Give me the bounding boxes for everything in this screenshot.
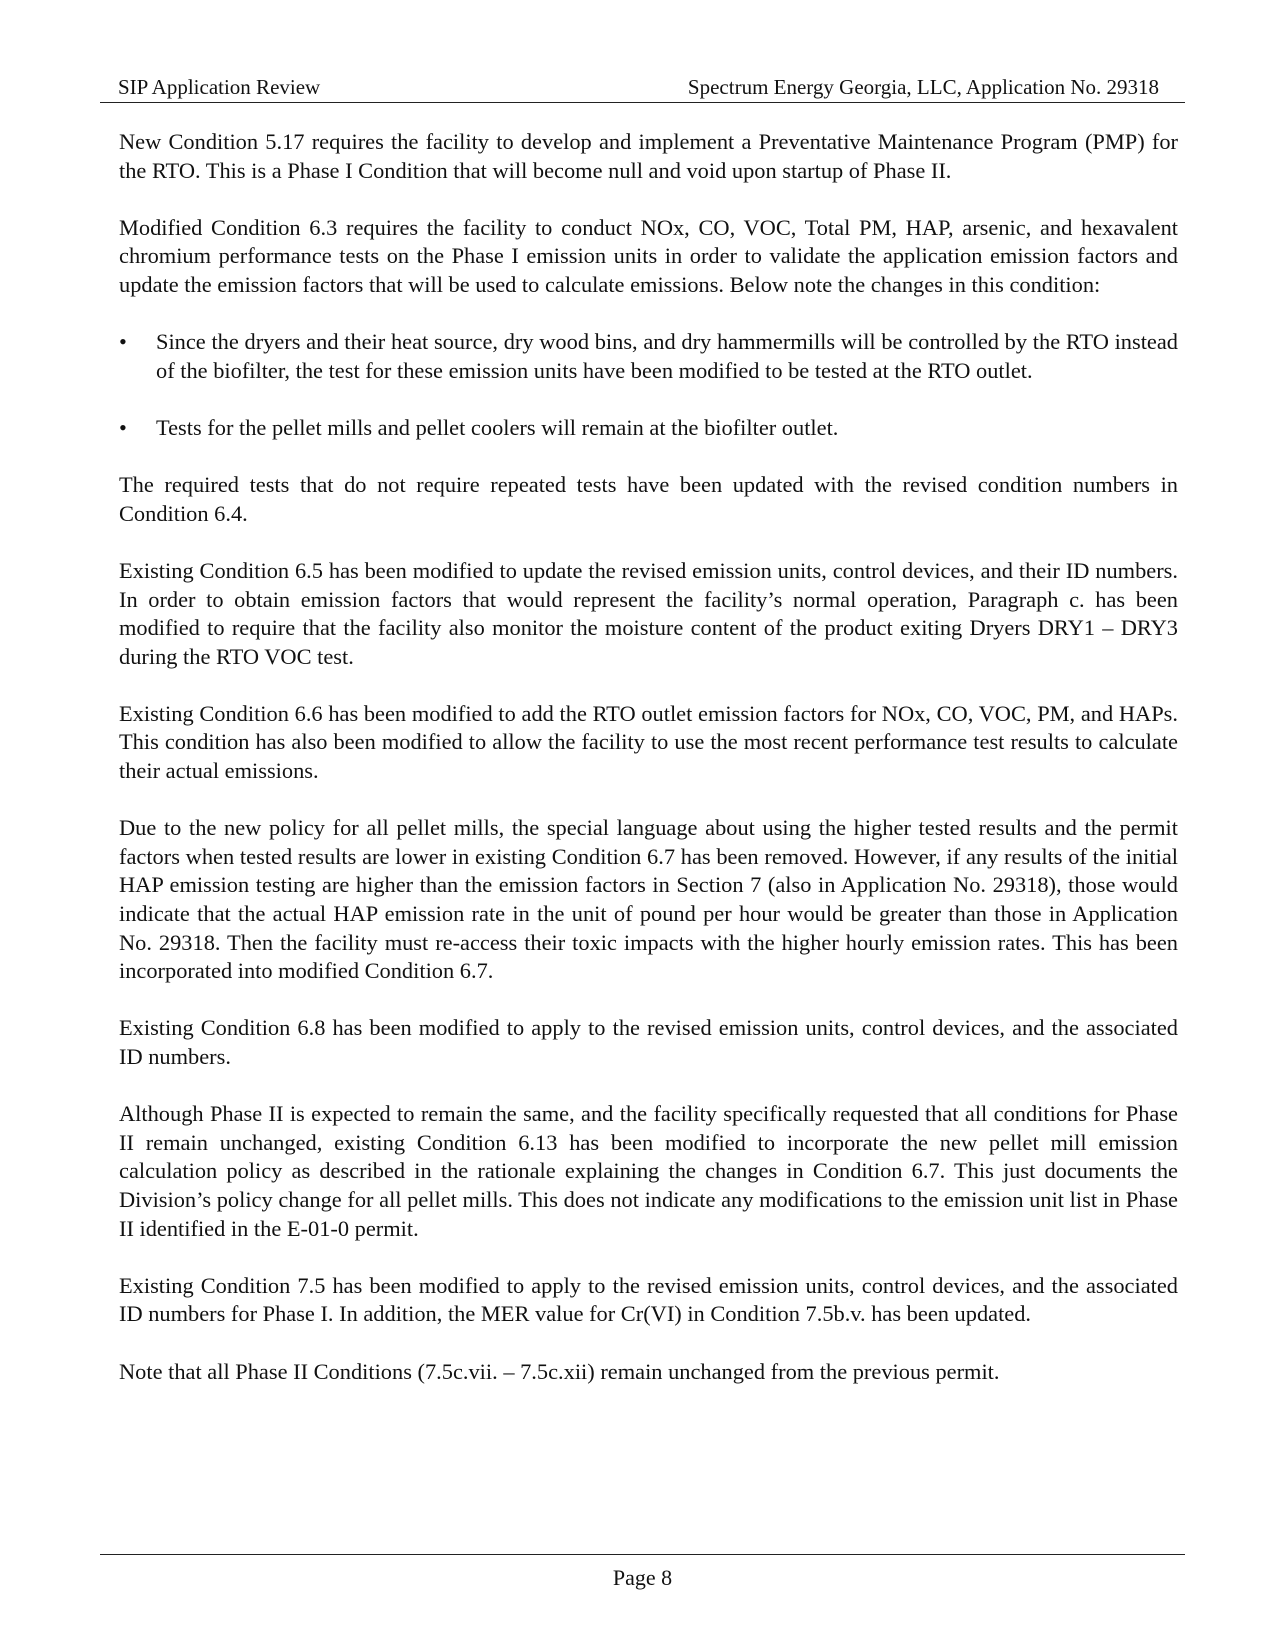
list-item-text: Tests for the pellet mills and pellet coolers will remain at the biofilter outlet. (156, 414, 839, 440)
list-item-text: Since the dryers and their heat source, dry wood bins, and dry hammermills will be controlled by the RTO instead of the biofilter, the test for these emission units have been modified to be tested at the RTO outlet. (156, 329, 1178, 383)
list-item (119, 328, 1178, 385)
paragraph-condition-6-3: Modified Condition 6.3 requires the facility to conduct NOx, CO, VOC, Total PM, HAP, arsenic, and hexavalent chromium performance tests on the Phase I emission units in order to validate the application emission factors and update the emission factors that will be used to calculate emissions. Below note the changes in this condition: (119, 214, 1178, 297)
page-header (100, 72, 1185, 103)
list-item (119, 414, 1178, 443)
header-application-info: Spectrum Energy Georgia, LLC, Application No. 29318 (687, 75, 1159, 99)
page-footer (100, 1554, 1185, 1593)
bullet-list (119, 328, 1178, 442)
paragraph-condition-6-5: Existing Condition 6.5 has been modified to update the revised emission units, control devices, and their ID numbers. In order to obtain emission factors that would represent the facility’s normal operation, Paragraph c. has been modified to require that the facility also monitor the moisture content of the product exiting Dryers DRY1 – DRY3 during the RTO VOC test. (119, 557, 1178, 669)
bullet-icon: • (119, 329, 127, 355)
paragraph-condition-6-4: The required tests that do not require repeated tests have been updated with the revised condition numbers in Condition 6.4. (119, 472, 1178, 526)
paragraph-condition-6-8: Existing Condition 6.8 has been modified to apply to the revised emission units, control devices, and the associated ID numbers. (119, 1015, 1178, 1069)
bullet-icon: • (119, 414, 127, 440)
paragraph-phase-ii-note: Note that all Phase II Conditions (7.5c.vii. – 7.5c.xii) remain unchanged from the previous permit. (119, 1358, 1000, 1384)
page-number: Page 8 (612, 1565, 673, 1590)
paragraph-condition-5-17: New Condition 5.17 requires the facility to develop and implement a Preventative Maintenance Program (PMP) for the RTO. This is a Phase I Condition that will become null and void upon startup of Phase II. (119, 129, 1178, 183)
paragraph-condition-6-13: Although Phase II is expected to remain the same, and the facility specifically requested that all conditions for Phase II remain unchanged, existing Condition 6.13 has been modified to incorporate the new pellet mill emission calculation policy as described in the rationale explaining the changes in Condition 6.7. This just documents the Division’s policy change for all pellet mills. This does not indicate any modifications to the emission unit list in Phase II identified in the E-01-0 permit. (119, 1101, 1178, 1241)
paragraph-condition-7-5: Existing Condition 7.5 has been modified to apply to the revised emission units, control devices, and the associated ID numbers for Phase I. In addition, the MER value for Cr(VI) in Condition 7.5b.v. has been updated. (119, 1272, 1178, 1327)
paragraph-condition-6-6: Existing Condition 6.6 has been modified to add the RTO outlet emission factors for NOx, CO, VOC, PM, and HAPs. This condition has also been modified to allow the facility to use the most recent performance test results to calculate their actual emissions. (119, 700, 1178, 784)
header-document-title: SIP Application Review (118, 75, 321, 99)
paragraph-condition-6-7: Due to the new policy for all pellet mills, the special language about using the higher tested results and the permit factors when tested results are lower in existing Condition 6.7 has been removed. However, if any results of the initial HAP emission testing are higher than the emission factors in Section 7 (also in Application No. 29318), those would indicate that the actual HAP emission rate in the unit of pound per hour would be greater than those in Application No. 29318. Then the facility must re-access their toxic impacts with the higher hourly emission rates. This has been incorporated into modified Condition 6.7. (119, 815, 1178, 984)
document-body (119, 128, 1178, 1415)
